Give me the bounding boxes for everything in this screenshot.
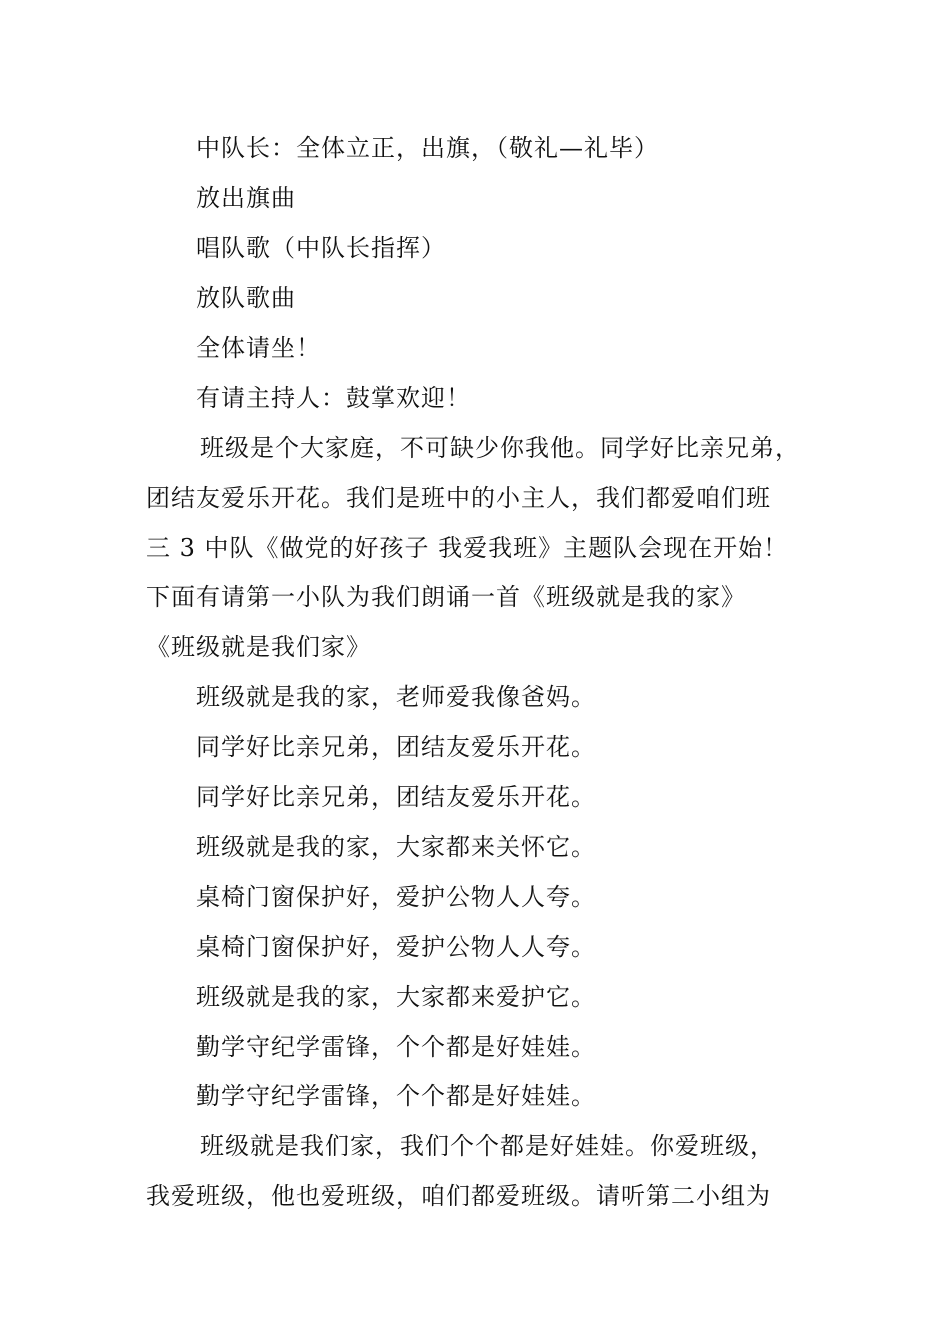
paragraph-line: 三 3 中队《做党的好孩子 我爱我班》主题队会现在开始！ (146, 534, 789, 562)
poem-line: 班级就是我的家，大家都来爱护它。 (196, 983, 596, 1011)
text-line: 中队长：全体立正，出旗，（敬礼—礼毕） (196, 134, 659, 162)
text-line: 唱队歌（中队长指挥） (196, 234, 446, 262)
text-line: 全体请坐！ (196, 334, 321, 362)
poem-line: 勤学守纪学雷锋，个个都是好娃娃。 (196, 1082, 596, 1110)
poem-title: 《班级就是我们家》 (146, 633, 371, 661)
poem-line: 班级就是我的家，老师爱我像爸妈。 (196, 683, 596, 711)
paragraph-line: 班级就是我们家，我们个个都是好娃娃。你爱班级， (200, 1132, 775, 1160)
paragraph-line: 团结友爱乐开花。我们是班中的小主人，我们都爱咱们班 (146, 484, 771, 512)
poem-line: 桌椅门窗保护好，爱护公物人人夸。 (196, 933, 596, 961)
poem-line: 桌椅门窗保护好，爱护公物人人夸。 (196, 883, 596, 911)
poem-line: 勤学守纪学雷锋，个个都是好娃娃。 (196, 1033, 596, 1061)
paragraph-line: 班级是个大家庭，不可缺少你我他。同学好比亲兄弟， (200, 434, 800, 462)
text-line: 放出旗曲 (196, 184, 296, 212)
text-line: 有请主持人：鼓掌欢迎！ (196, 384, 471, 412)
poem-line: 同学好比亲兄弟，团结友爱乐开花。 (196, 783, 596, 811)
text-line: 放队歌曲 (196, 284, 296, 312)
poem-line: 同学好比亲兄弟，团结友爱乐开花。 (196, 733, 596, 761)
paragraph-line: 下面有请第一小队为我们朗诵一首《班级就是我的家》 (146, 583, 746, 611)
paragraph-line: 我爱班级，他也爱班级，咱们都爱班级。请听第二小组为 (146, 1182, 771, 1210)
poem-line: 班级就是我的家，大家都来关怀它。 (196, 833, 596, 861)
